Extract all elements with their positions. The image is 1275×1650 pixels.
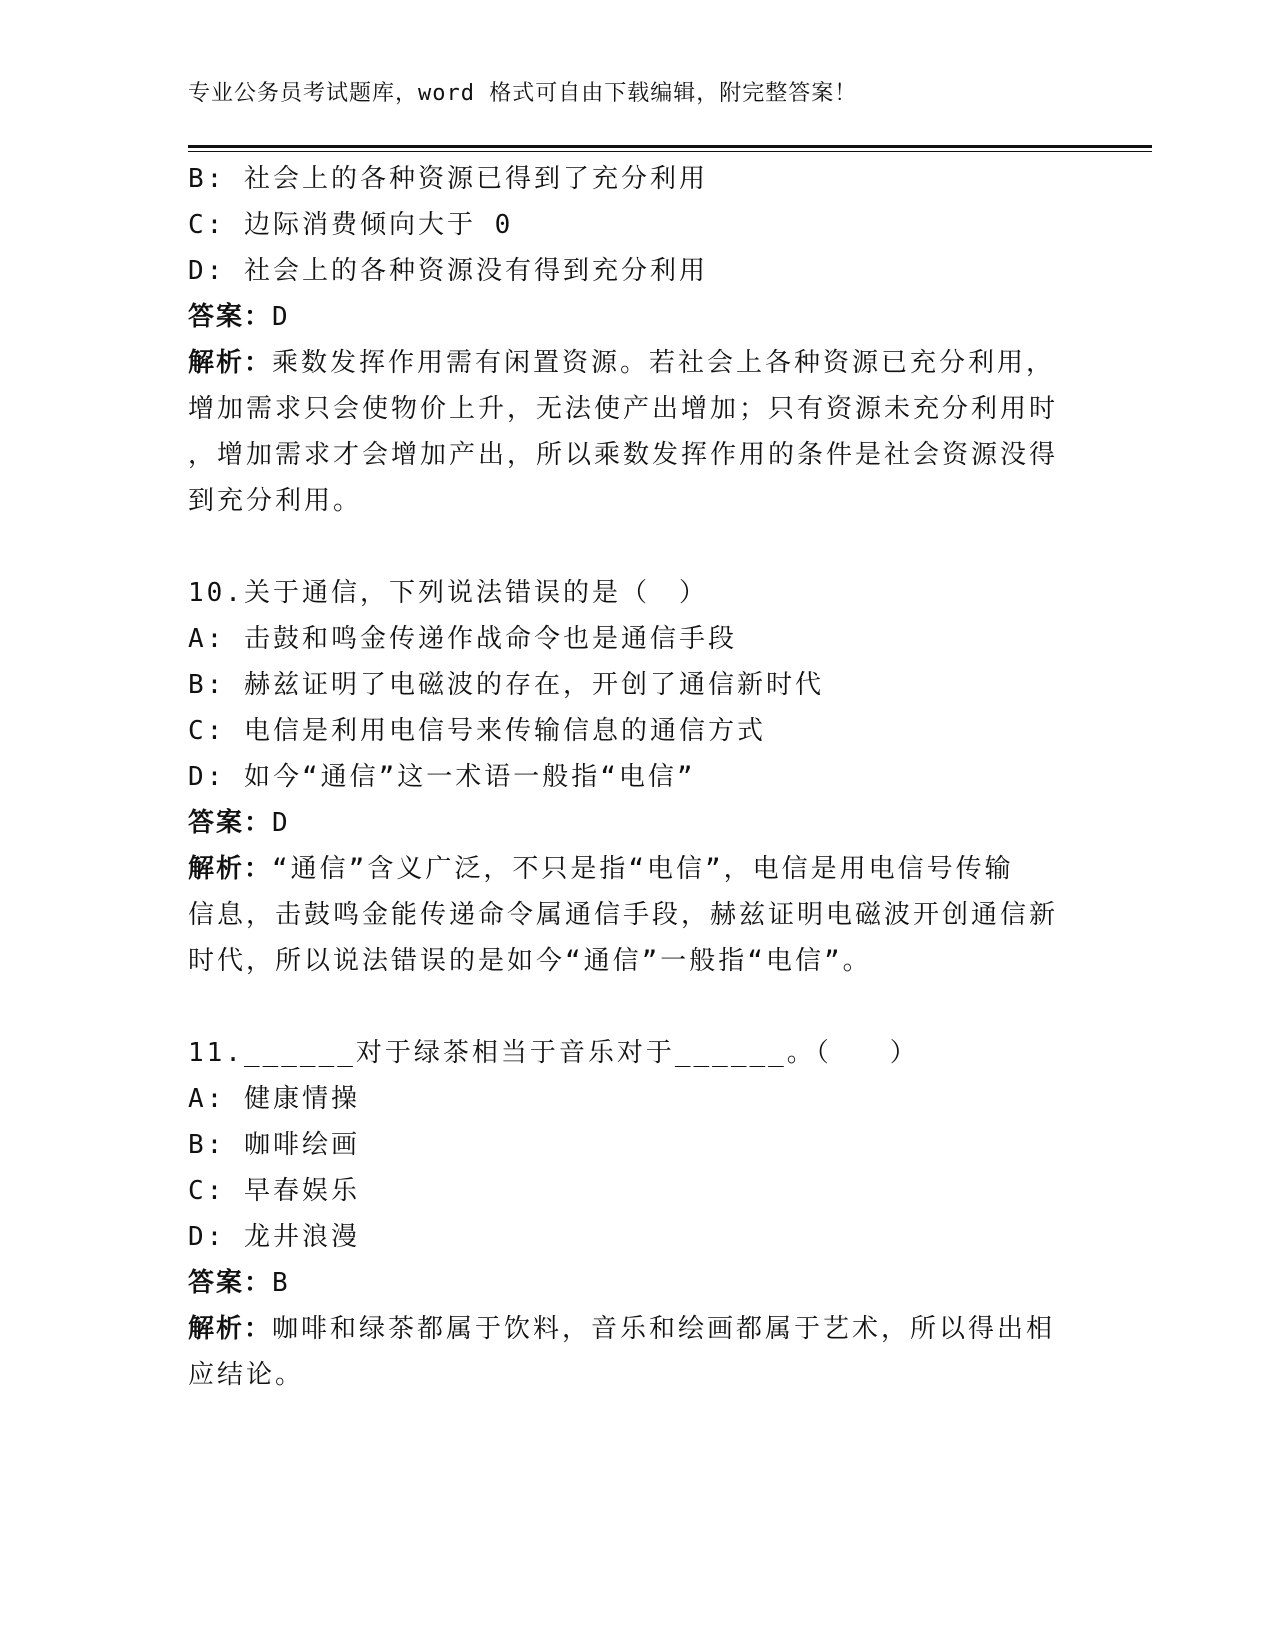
q10-option-d: D: 如今“通信”这一术语一般指“电信”: [188, 762, 696, 792]
q9-analysis-line: 到充分利用。: [188, 486, 363, 516]
q11-stem: 11.______对于绿茶相当于音乐对于______。（ ）: [188, 1038, 919, 1068]
q10-analysis-line: “通信”含义广泛，不只是指“电信”，电信是用电信号传输: [272, 854, 1014, 884]
q11-option-c: C: 早春娱乐: [188, 1176, 360, 1206]
q11-analysis: [188, 1306, 1088, 1398]
q9-answer-label: 答案：: [188, 302, 273, 332]
page-header: 专业公务员考试题库，word 格式可自由下载编辑，附完整答案！: [188, 81, 858, 106]
question-10: [188, 570, 1088, 984]
q11-analysis-line: 应结论。: [188, 1360, 305, 1390]
q9-analysis-label: 解析：: [188, 348, 273, 378]
q10-option-c: C: 电信是利用电信号来传输信息的通信方式: [188, 716, 766, 746]
q9-analysis-line: 乘数发挥作用需有闲置资源。若社会上各种资源已充分利用，: [272, 348, 1056, 378]
q11-answer: [188, 1260, 1088, 1306]
header-rule-thick: [188, 145, 1152, 148]
q9-option-c: C: 边际消费倾向大于 0: [188, 210, 514, 240]
q10-analysis-line: 时代，所以说法错误的是如今“通信”一般指“电信”。: [188, 946, 872, 976]
q10-answer-label: 答案：: [188, 808, 273, 838]
q10-analysis-line: 信息，击鼓鸣金能传递命令属通信手段，赫兹证明电磁波开创通信新: [188, 900, 1059, 930]
q11-option-d: D: 龙井浪漫: [188, 1222, 360, 1252]
q11-option-a: A: 健康情操: [188, 1084, 360, 1114]
q10-analysis-label: 解析：: [188, 854, 273, 884]
q10-option-a: A: 击鼓和鸣金传递作战命令也是通信手段: [188, 624, 737, 654]
q10-stem: 10.关于通信，下列说法错误的是（ ）: [188, 578, 708, 608]
q9-answer: [188, 294, 1088, 340]
question-11: [188, 1030, 1088, 1398]
q9-analysis: [188, 340, 1088, 524]
q9-analysis-line: ，增加需求才会增加产出，所以乘数发挥作用的条件是社会资源没得: [188, 440, 1059, 470]
q11-option-b: B: 咖啡绘画: [188, 1130, 360, 1160]
header-rule-thin: [188, 151, 1152, 152]
q10-analysis: [188, 846, 1088, 984]
question-9: [188, 156, 1088, 524]
q10-option-b: B: 赫兹证明了电磁波的存在，开创了通信新时代: [188, 670, 824, 700]
q9-option-d: D: 社会上的各种资源没有得到充分利用: [188, 256, 708, 286]
q9-answer-value: D: [272, 302, 291, 332]
document-body: [188, 156, 1088, 1398]
q9-analysis-line: 增加需求只会使物价上升，无法使产出增加；只有资源未充分利用时: [188, 394, 1059, 424]
q11-analysis-label: 解析：: [188, 1314, 273, 1344]
q11-answer-value: B: [272, 1268, 291, 1298]
q11-answer-label: 答案：: [188, 1268, 273, 1298]
q11-analysis-line: 咖啡和绿茶都属于饮料，音乐和绘画都属于艺术，所以得出相: [272, 1314, 1056, 1344]
q10-answer-value: D: [272, 808, 291, 838]
q9-option-b: B: 社会上的各种资源已得到了充分利用: [188, 164, 708, 194]
q10-answer: [188, 800, 1088, 846]
